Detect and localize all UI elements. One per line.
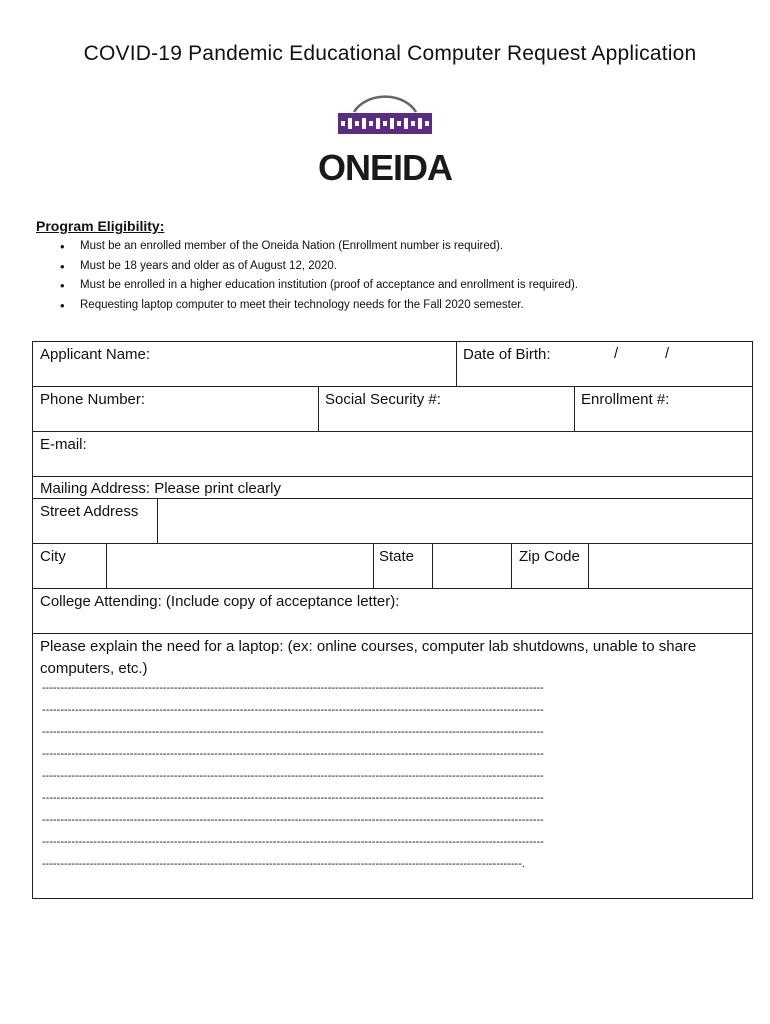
- oneida-logo: [312, 84, 458, 188]
- row-divider: [33, 543, 752, 544]
- date-of-birth-field[interactable]: [563, 343, 751, 385]
- college-attending-label: College Attending: (Include copy of acceptance letter):: [40, 593, 400, 610]
- enrollment-label: Enrollment #:: [581, 391, 670, 408]
- column-divider: [456, 342, 457, 386]
- phone-number-field[interactable]: [158, 388, 316, 430]
- answer-line: -----------------------------------------------------------------------------------------------------------------------------------------: [42, 814, 544, 826]
- row-divider: [33, 498, 752, 499]
- explain-need-textarea[interactable]: [35, 682, 750, 882]
- answer-line: -----------------------------------------------------------------------------------------------------------------------------------------: [42, 726, 544, 738]
- phone-number-label: Phone Number:: [40, 391, 146, 408]
- explain-need-label-cont: computers, etc.): [40, 660, 148, 677]
- state-label: State: [379, 548, 415, 565]
- street-address-label: Street Address: [40, 503, 139, 520]
- row-divider: [33, 476, 752, 477]
- answer-line: -----------------------------------------------------------------------------------------------------------------------------------------: [42, 682, 544, 694]
- eligibility-item: • Requesting laptop computer to meet their technology needs for the Fall 2020 semester.: [60, 296, 578, 316]
- zip-code-field[interactable]: [590, 545, 750, 587]
- email-label: E-mail:: [40, 436, 87, 453]
- column-divider: [574, 386, 575, 431]
- zip-code-label: Zip Code: [519, 548, 580, 565]
- column-divider: [511, 543, 512, 588]
- city-label: City: [40, 548, 66, 565]
- state-field[interactable]: [434, 545, 509, 587]
- eligibility-item: • Must be an enrolled member of the Oneida Nation (Enrollment number is required).: [60, 237, 578, 257]
- answer-line: -----------------------------------------------------------------------------------------------------------------------------------.: [42, 858, 525, 870]
- answer-line: -----------------------------------------------------------------------------------------------------------------------------------------: [42, 704, 544, 716]
- date-of-birth-label: Date of Birth:: [463, 346, 551, 363]
- college-attending-field[interactable]: [35, 612, 750, 632]
- enrollment-field[interactable]: [683, 388, 751, 430]
- applicant-name-label: Applicant Name:: [40, 346, 151, 363]
- column-divider: [373, 543, 374, 588]
- ssn-label: Social Security #:: [325, 391, 441, 408]
- row-divider: [33, 386, 752, 387]
- application-form: [32, 341, 753, 899]
- dob-separator: /: [665, 345, 670, 362]
- column-divider: [157, 498, 158, 543]
- row-divider: [33, 588, 752, 589]
- column-divider: [106, 543, 107, 588]
- eligibility-list: [60, 237, 578, 315]
- row-divider: [33, 431, 752, 432]
- answer-line: -----------------------------------------------------------------------------------------------------------------------------------------: [42, 748, 544, 760]
- city-field[interactable]: [108, 545, 371, 587]
- eligibility-heading: Program Eligibility:: [36, 218, 165, 234]
- column-divider: [432, 543, 433, 588]
- street-address-field[interactable]: [159, 500, 751, 542]
- applicant-name-field[interactable]: [163, 343, 453, 385]
- dob-separator: /: [614, 345, 619, 362]
- logo-wordmark: ONEIDA: [317, 147, 453, 188]
- answer-line: -----------------------------------------------------------------------------------------------------------------------------------------: [42, 770, 544, 782]
- explain-need-label: Please explain the need for a laptop: (ex: online courses, computer lab shutdowns, unable to share: [40, 638, 697, 655]
- mailing-address-label: Mailing Address: Please print clearly: [40, 480, 281, 497]
- answer-line: -----------------------------------------------------------------------------------------------------------------------------------------: [42, 792, 544, 804]
- answer-line: -----------------------------------------------------------------------------------------------------------------------------------------: [42, 836, 544, 848]
- eligibility-item: • Must be enrolled in a higher education institution (proof of acceptance and enrollment is required).: [60, 276, 578, 296]
- ssn-field[interactable]: [453, 388, 571, 430]
- eligibility-item: • Must be 18 years and older as of August 12, 2020.: [60, 257, 578, 277]
- row-divider: [33, 633, 752, 634]
- document-title: COVID-19 Pandemic Educational Computer Request Application: [83, 42, 697, 65]
- column-divider: [318, 386, 319, 431]
- column-divider: [588, 543, 589, 588]
- email-field[interactable]: [95, 433, 750, 475]
